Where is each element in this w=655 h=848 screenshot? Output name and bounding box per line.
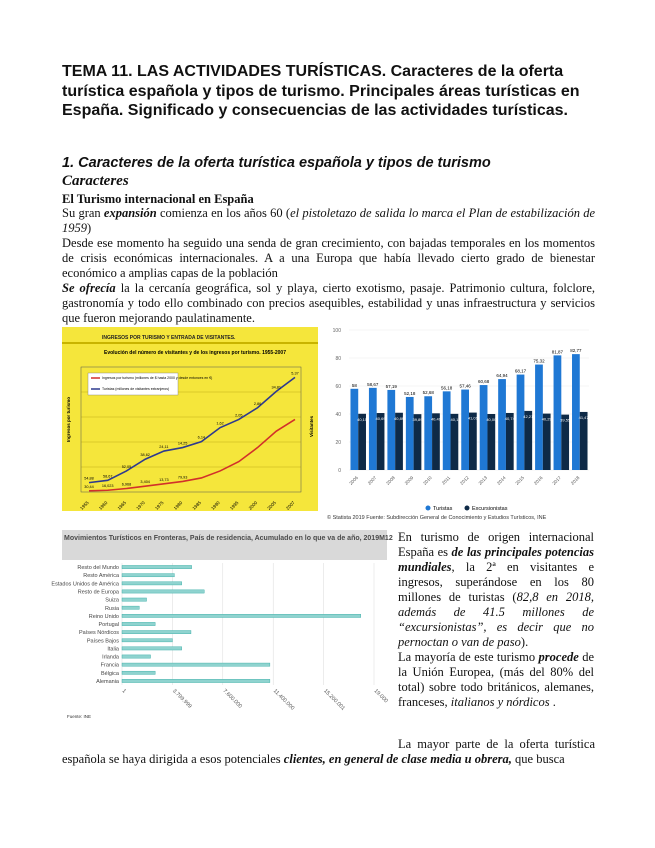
- bar-excursionistas: [543, 414, 551, 470]
- page-title: TEMA 11. LAS ACTIVIDADES TURÍSTICAS. Caracteres de la oferta turística española y tipos de turismo. Principales áreas turísticas en España. Significado y consecuencias de las actividades turísticas.: [62, 63, 580, 119]
- y-tick-label: 0: [338, 468, 341, 474]
- bar-excursionistas: [580, 412, 588, 470]
- x-tick-label: 11.400.000: [271, 688, 296, 712]
- x-tick-label: 2007: [366, 475, 378, 486]
- chart1-ylabel-left: Ingresos por turismo: [66, 396, 71, 442]
- point-label: 79,93: [177, 475, 188, 480]
- point-label: 34,81: [271, 385, 282, 390]
- bar-label-turistas: 57,46: [459, 383, 471, 389]
- y-tick-label: 60: [335, 384, 341, 390]
- legend-excursionistas-dot: [465, 506, 470, 511]
- bar-country: [122, 614, 361, 617]
- x-tick-label: 2012: [459, 475, 470, 486]
- bar-label-excursionistas: 40,00: [486, 417, 497, 422]
- point-label: 16,023: [101, 484, 114, 489]
- bar-label-turistas: 57,19: [385, 383, 397, 389]
- bar-country: [122, 663, 270, 666]
- category-label: Estados Unidos de América: [51, 581, 119, 588]
- chart3-title: Movimientos Turísticos en Fronteras, País de residencia, Acumulado en lo que va de año, 2019M12: [64, 535, 393, 542]
- x-tick-label: 1965: [116, 500, 128, 511]
- bar-excursionistas: [469, 413, 477, 470]
- chart1-ylabel-right: Visitantes: [309, 415, 314, 437]
- x-tick-label: 1995: [228, 500, 240, 511]
- bar-turistas: [554, 355, 562, 470]
- bar-label-turistas: 68,17: [514, 368, 527, 374]
- x-tick-label: 2017: [551, 475, 563, 486]
- bar-excursionistas: [377, 413, 385, 470]
- bar-turistas: [498, 379, 506, 470]
- point-label: 5,37: [291, 371, 299, 376]
- point-label: 58,67: [102, 474, 113, 479]
- category-label: Rusia: [104, 605, 119, 612]
- x-tick-label: 7.600.000: [221, 688, 243, 710]
- hbar-chart-svg: [51, 530, 393, 725]
- bar-label-turistas: 52,18: [404, 390, 416, 396]
- paragraph-origin: La mayoría de este turismo procede de la Unión Europea, (más del 80% del total) sobre todo británicos, alemanes, franceses, italianos y nórdicos .: [398, 650, 594, 709]
- x-tick-label: 2008: [385, 475, 396, 486]
- paragraph-international: En turismo de origen internacional España es de las principales potencias mundiales, la 2ª en visitantes e ingresos, superándose en los 80 millones de turistas (82,8 en 2018, además de 41.5 millones de “excursionistas”, es decir que no pernoctan o van de paso).: [398, 530, 594, 649]
- chart1-subtitle: Evolución del número de visitantes y de los ingresos por turismo. 1955-2007: [103, 350, 287, 356]
- category-label: Italia: [107, 646, 119, 653]
- bar-turistas: [369, 388, 377, 470]
- bar-country: [122, 598, 147, 601]
- bar-country: [122, 565, 192, 568]
- x-tick-label: 1980: [172, 500, 184, 511]
- chart-border-movements: [51, 530, 393, 725]
- bar-label-turistas: 56,18: [441, 385, 453, 391]
- category-label: Resto de Europa: [77, 589, 119, 596]
- bar-excursionistas: [451, 414, 459, 470]
- bar-turistas: [424, 396, 432, 470]
- x-tick-label: 1: [120, 688, 127, 695]
- point-label: 54,88: [84, 476, 94, 481]
- x-tick-label: 1975: [153, 500, 165, 511]
- bar-excursionistas: [506, 413, 514, 470]
- subheading: El Turismo internacional en España: [62, 192, 254, 206]
- bar-label-turistas: 52,68: [422, 390, 434, 396]
- x-tick-label: 2006: [348, 475, 359, 486]
- bar-label-excursionistas: 40,89: [394, 415, 405, 421]
- point-label: 6,14: [197, 435, 206, 440]
- bar-country: [122, 574, 174, 577]
- x-tick-label: 1970: [135, 500, 146, 511]
- bar-country: [122, 655, 151, 658]
- right-column-text: [398, 530, 594, 710]
- x-tick-label: 19.000: [372, 688, 389, 705]
- bar-label-turistas: 60,68: [477, 379, 490, 385]
- point-label: 30,44: [84, 484, 94, 489]
- bar-label-turistas: 81,87: [551, 349, 564, 355]
- point-label: 14,25: [177, 441, 188, 446]
- category-label: Francia: [100, 662, 119, 669]
- category-label: Suiza: [105, 597, 119, 604]
- category-label: Países Nórdicos: [78, 630, 119, 637]
- point-label: 1,62: [216, 421, 224, 426]
- x-tick-label: 1990: [210, 500, 221, 511]
- paragraph-offer-target: La mayor parte de la oferta turística española se haya dirigida a esos potenciales clientes, en general de clase media u obrera, que busca: [62, 737, 595, 766]
- point-label: 13,73: [159, 477, 169, 482]
- chart-income-visitors: [62, 327, 318, 511]
- bar-label-excursionistas: 42,21: [523, 413, 534, 419]
- bar-country: [122, 639, 172, 642]
- chart3-source: Fuente: INE: [67, 714, 92, 719]
- bar-label-turistas: 82,77: [570, 348, 582, 354]
- chart2-source: © Statista 2019 Fuente: Subdirección General de Conocimiento y Estudios Turísticos, INE: [327, 515, 547, 521]
- bar-country: [122, 679, 270, 682]
- legend-turistas: Turistas (millones de visitantes extranjeros): [102, 387, 170, 391]
- y-tick-label: 80: [335, 356, 341, 362]
- x-tick-label: 2011: [440, 475, 452, 486]
- bar-excursionistas: [432, 413, 440, 470]
- x-tick-label: 2010: [422, 475, 433, 486]
- category-label: Reino Unido: [88, 613, 119, 620]
- category-label: Resto América: [83, 573, 119, 580]
- y-tick-label: 20: [335, 440, 341, 446]
- bar-excursionistas: [358, 414, 366, 470]
- bar-turistas: [350, 389, 358, 470]
- bar-turistas: [443, 391, 451, 470]
- category-label: Países Bajos: [86, 638, 119, 645]
- point-label: 24,11: [159, 445, 169, 450]
- x-tick-label: 2005: [266, 500, 277, 511]
- bar-label-excursionistas: 40,15: [357, 416, 368, 422]
- bar-turistas: [406, 397, 414, 470]
- point-label: 3,404: [140, 480, 150, 485]
- legend-ingresos: Ingresos por turismo (millones de $ hasta 2000 y desde entonces en €): [102, 376, 213, 380]
- bar-turistas: [517, 375, 525, 470]
- bar-label-excursionistas: 41,47: [578, 414, 589, 420]
- category-label: Bélgica: [100, 670, 119, 677]
- x-tick-label: 1955: [79, 500, 90, 511]
- x-tick-label: 15.200.001: [322, 688, 346, 712]
- line-chart-svg: [62, 327, 318, 511]
- x-tick-label: 2000: [247, 500, 259, 511]
- bar-label-excursionistas: 39,55: [560, 417, 571, 423]
- subsection-heading: Caracteres: [62, 173, 129, 189]
- point-label: 38,62: [140, 453, 150, 458]
- bar-label-excursionistas: 40,49: [430, 416, 441, 422]
- x-tick-label: 2014: [496, 475, 507, 486]
- bar-country: [122, 622, 155, 625]
- bar-label-excursionistas: 40,29: [541, 416, 552, 422]
- bar-label-excursionistas: 40,1: [450, 416, 459, 422]
- chart1-title: INGRESOS POR TURISMO Y ENTRADA DE VISITANTES.: [102, 335, 236, 341]
- chart1-x-axis: [79, 500, 296, 511]
- paragraph-offer: Se ofrecía la la cercanía geográfica, sol y playa, cierto exotismo, pasaje. Patrimonio cultura, folclore, gastronomía y todo ello combinado con precios asequibles, estabilidad y unas infraestructura y servicios que fueron mejorando paulatinamente.: [62, 281, 595, 325]
- legend-turistas-dot: [426, 506, 431, 511]
- bar-turistas: [387, 390, 395, 470]
- x-tick-label: 1960: [97, 500, 109, 511]
- legend-excursionistas: Excursionistas: [472, 506, 508, 512]
- x-tick-label: 2018: [569, 475, 581, 486]
- bar-country: [122, 647, 182, 650]
- bar-label-turistas: 58: [351, 382, 357, 388]
- paragraph-growth: Desde ese momento ha seguido una senda de gran crecimiento, con bajadas temporales en los momentos de crisis económicas internacionales. A a una Europa que había llevado cierto grado de bienestar económico a amplias capas de la población: [62, 236, 595, 280]
- chart-tourists-excursionists: [327, 322, 595, 522]
- bar-chart-svg: [327, 322, 595, 522]
- paragraph-expansion: Su gran expansión comienza en los años 60 (el pistoletazo de salida lo marca el Plan de estabilización de 1959): [62, 206, 595, 235]
- point-label: 6,968: [121, 482, 132, 487]
- bar-excursionistas: [414, 414, 422, 470]
- x-tick-label: 2016: [532, 475, 544, 486]
- bar-label-excursionistas: 40,69: [375, 416, 386, 422]
- category-label: Alemania: [96, 678, 119, 685]
- bar-label-turistas: 75,32: [533, 358, 545, 364]
- bar-label-turistas: 64,94: [496, 373, 508, 379]
- bar-label-excursionistas: 39,89: [412, 417, 423, 423]
- bar-excursionistas: [561, 415, 569, 470]
- point-label: 2,86: [253, 401, 262, 406]
- bar-country: [122, 606, 139, 609]
- chart1-rule: [62, 342, 318, 344]
- category-label: Resto del Mundo: [77, 565, 119, 572]
- bar-country: [122, 582, 182, 585]
- x-tick-label: 2009: [403, 475, 415, 486]
- legend-turistas: Turistas: [433, 506, 453, 512]
- bar-country: [122, 631, 191, 634]
- bar-label-turistas: 58,67: [367, 381, 379, 387]
- bar-excursionistas: [487, 414, 495, 470]
- bar-label-excursionistas: 41,01: [467, 415, 478, 421]
- bar-label-excursionistas: 40,74: [504, 415, 515, 421]
- bar-turistas: [461, 390, 469, 470]
- y-tick-label: 40: [335, 412, 341, 418]
- bar-turistas: [480, 385, 488, 470]
- section-heading: 1. Caracteres de la oferta turística española y tipos de turismo: [62, 155, 491, 171]
- point-label: 52,05: [121, 464, 132, 469]
- x-tick-label: 2007: [285, 500, 296, 511]
- bar-excursionistas: [395, 413, 403, 470]
- x-tick-label: 3.799.999: [170, 688, 193, 710]
- bar-country: [122, 590, 204, 593]
- point-label: 2,05: [235, 413, 243, 418]
- x-tick-label: 2013: [477, 475, 489, 486]
- bar-turistas: [572, 354, 580, 470]
- category-label: Irlanda: [102, 654, 119, 661]
- y-tick-label: 100: [332, 328, 341, 334]
- bar-excursionistas: [524, 411, 532, 470]
- x-tick-label: 2015: [514, 475, 526, 486]
- x-tick-label: 1985: [191, 500, 203, 511]
- category-label: Portugal: [98, 622, 119, 629]
- bar-country: [122, 671, 155, 674]
